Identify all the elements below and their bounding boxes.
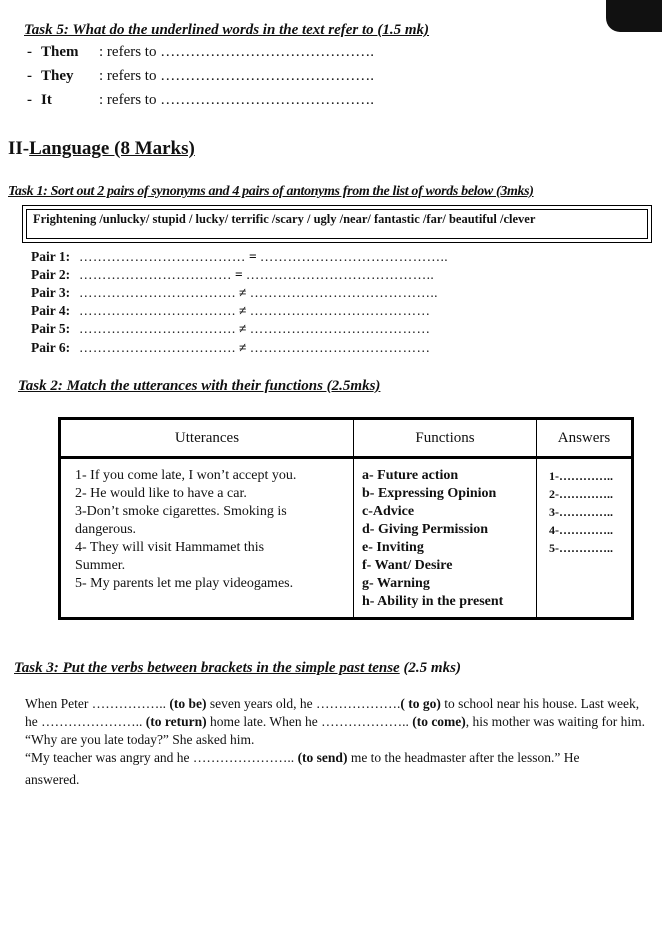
text-segment[interactable]: “My teacher was angry and he …………………..: [25, 750, 295, 765]
utterance-line: 4- They will visit Hammamet this: [75, 540, 265, 555]
reference-answer-line[interactable]: : refers to …………………………………….: [99, 92, 374, 108]
task3-ending: answered.: [25, 772, 80, 787]
pair-row-6: [31, 340, 430, 356]
task3-heading: [14, 660, 461, 677]
utterance-line: 2- He would like to have a car.: [75, 486, 247, 501]
reference-row-they: [27, 68, 374, 85]
pair-label: Pair 4:: [31, 303, 71, 318]
matching-table: [58, 417, 634, 620]
function-item: c-Advice: [362, 504, 415, 519]
task5-title: Task 5: What do the underlined words in the text refer to (1.5 mk): [24, 22, 430, 38]
verb-prompt: (to return): [145, 714, 207, 729]
utterance-line: 1- If you come late, I won’t accept you.: [75, 468, 297, 483]
pair-label: Pair 3:: [31, 285, 71, 300]
utterances-header: Utterances: [60, 419, 354, 458]
answer-blank[interactable]: 5-…………..: [549, 541, 613, 555]
verb-prompt: (to be): [169, 696, 207, 711]
reference-answer-line[interactable]: : refers to …………………………………….: [99, 68, 374, 84]
not-equal-symbol: ≠: [238, 321, 247, 336]
pair-right-blank[interactable]: …………………………………: [249, 340, 431, 355]
not-equal-symbol: ≠: [238, 303, 247, 318]
word-list: Frightening /unlucky/ stupid / lucky/ terrific /scary / ugly /near/ fantastic /far/ beautiful /clever: [26, 209, 648, 239]
pair-row-4: [31, 303, 430, 319]
row-dash: -: [27, 44, 32, 60]
reference-word: They: [41, 68, 74, 84]
not-equal-symbol: ≠: [238, 285, 247, 300]
utterance-line: 3-Don’t smoke cigarettes. Smoking is: [75, 504, 287, 519]
pair-row-1: [31, 249, 448, 265]
task1-title: Task 1: Sort out 2 pairs of synonyms and 4 pairs of antonyms from the list of words below (3mks): [8, 184, 534, 199]
pair-left-blank[interactable]: …………………………….: [79, 303, 236, 318]
utterance-line: 5- My parents let me play videogames.: [75, 576, 294, 591]
pair-label: Pair 6:: [31, 340, 71, 355]
reference-word: It: [41, 92, 52, 108]
answers-header: Answers: [537, 419, 633, 458]
task2-title: Task 2: Match the utterances with their functions (2.5mks): [18, 378, 381, 394]
language-prefix: II-: [8, 138, 30, 159]
pair-left-blank[interactable]: …………………………….: [79, 321, 236, 336]
pair-right-blank[interactable]: …………………………………..: [245, 267, 435, 282]
functions-cell: [354, 458, 537, 619]
function-item: f- Want/ Desire: [362, 558, 453, 573]
task3-paragraph: [25, 695, 655, 767]
row-dash: -: [27, 68, 32, 84]
reference-row-it: [27, 92, 374, 109]
function-item: e- Inviting: [362, 540, 424, 555]
equals-symbol: =: [235, 267, 243, 282]
utterance-line: Summer.: [75, 558, 126, 573]
function-item: g- Warning: [362, 576, 430, 591]
table-header-row: [60, 419, 633, 458]
text-segment[interactable]: to school near his house. Last week, he …………………..: [25, 696, 640, 729]
pair-left-blank[interactable]: ……………………………: [79, 267, 232, 282]
row-dash: -: [27, 92, 32, 108]
function-item: a- Future action: [362, 468, 459, 483]
answers-cell: [537, 458, 633, 619]
utterance-line: dangerous.: [75, 522, 137, 537]
pair-label: Pair 1:: [31, 249, 71, 264]
pair-right-blank[interactable]: …………………………………..: [249, 285, 438, 300]
text-segment[interactable]: home late. When he ………………..: [209, 714, 409, 729]
pair-row-3: [31, 285, 438, 301]
text-segment[interactable]: seven years old, he ……………….: [209, 696, 401, 711]
table-body-row: [60, 458, 633, 619]
text-segment: , his mother was waiting for him. “Why are you late today?” She asked him.: [25, 714, 646, 747]
answer-blank[interactable]: 4-…………..: [549, 523, 613, 537]
verb-prompt: (to send): [297, 750, 348, 765]
function-item: b- Expressing Opinion: [362, 486, 497, 501]
language-title: Language (8 Marks): [29, 138, 195, 159]
function-item: h- Ability in the present: [362, 594, 504, 609]
verb-prompt: (to come): [412, 714, 466, 729]
task3-points: (2.5 mks): [403, 660, 461, 676]
pair-right-blank[interactable]: …………………………………: [249, 321, 431, 336]
word-list-box: [22, 205, 652, 243]
function-item: d- Giving Permission: [362, 522, 489, 537]
pair-label: Pair 5:: [31, 321, 71, 336]
answer-blank[interactable]: 2-…………..: [549, 487, 613, 501]
equals-symbol: =: [248, 249, 257, 264]
pair-right-blank[interactable]: …………………………………: [249, 303, 431, 318]
corner-overlay: [606, 0, 662, 32]
reference-row-them: [27, 44, 374, 61]
pair-right-blank[interactable]: …………………………………..: [259, 249, 449, 264]
functions-header: Functions: [354, 419, 537, 458]
reference-word: Them: [41, 44, 79, 60]
pair-label: Pair 2:: [31, 267, 71, 282]
verb-prompt: ( to go): [400, 696, 441, 711]
pair-left-blank[interactable]: …………………………….: [79, 340, 236, 355]
utterances-cell: [60, 458, 354, 619]
answer-blank[interactable]: 3-…………..: [549, 505, 613, 519]
reference-answer-line[interactable]: : refers to …………………………………….: [99, 44, 374, 60]
text-segment[interactable]: When Peter ……………..: [25, 696, 166, 711]
text-segment: me to the headmaster after the lesson.” He: [350, 750, 580, 765]
answer-blank[interactable]: 1-…………..: [549, 469, 613, 483]
pair-row-2: [31, 267, 434, 283]
pair-left-blank[interactable]: …………………………….: [79, 285, 236, 300]
pair-row-5: [31, 321, 430, 337]
not-equal-symbol: ≠: [238, 340, 247, 355]
language-heading: [8, 138, 195, 160]
task3-title: Task 3: Put the verbs between brackets in the simple past tense: [14, 660, 400, 676]
pair-left-blank[interactable]: ………………………………: [79, 249, 246, 264]
